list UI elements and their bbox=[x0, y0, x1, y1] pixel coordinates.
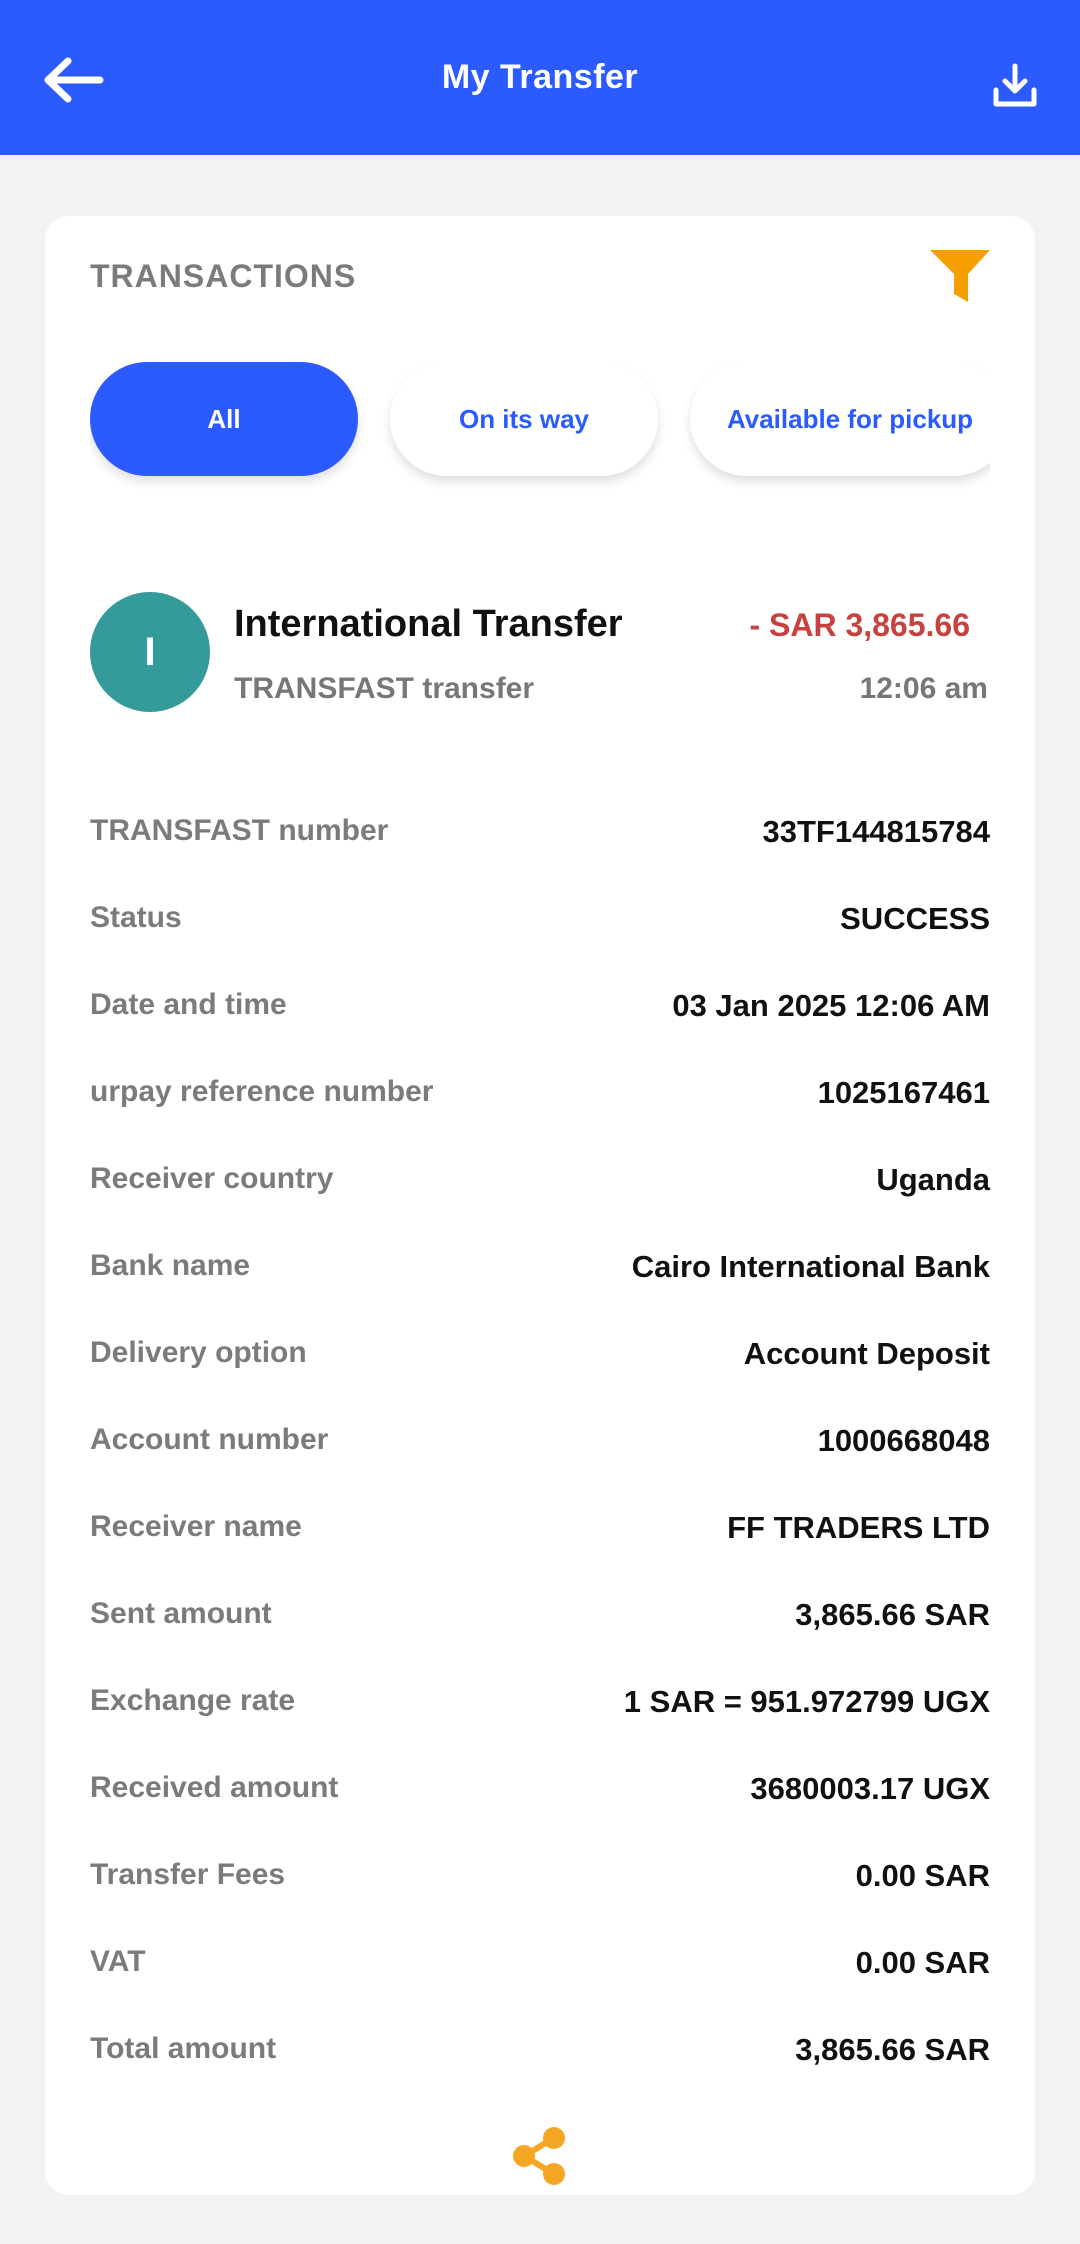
detail-value: 03 Jan 2025 12:06 AM bbox=[672, 988, 990, 1023]
detail-row bbox=[90, 1583, 990, 1670]
detail-row bbox=[90, 2018, 990, 2105]
detail-label: Bank name bbox=[90, 1249, 251, 1282]
detail-value: 33TF144815784 bbox=[762, 814, 990, 849]
filter-button[interactable] bbox=[928, 246, 992, 306]
detail-label: urpay reference number bbox=[90, 1075, 434, 1108]
detail-label: Transfer Fees bbox=[90, 1858, 286, 1891]
chip-available-for-pickup[interactable]: Available for pickup bbox=[690, 362, 990, 476]
detail-label: Account number bbox=[90, 1423, 329, 1456]
detail-row bbox=[90, 800, 990, 887]
app-header bbox=[0, 0, 1080, 155]
detail-label: Receiver name bbox=[90, 1510, 302, 1543]
detail-label: Delivery option bbox=[90, 1336, 307, 1369]
detail-value: Uganda bbox=[876, 1162, 990, 1197]
detail-value: 3,865.66 SAR bbox=[795, 2032, 990, 2067]
detail-value: SUCCESS bbox=[840, 901, 990, 936]
share-icon bbox=[510, 2126, 570, 2186]
detail-row bbox=[90, 974, 990, 1061]
detail-row bbox=[90, 887, 990, 974]
share-button[interactable] bbox=[510, 2126, 570, 2186]
detail-label: Status bbox=[90, 901, 182, 934]
detail-row bbox=[90, 1757, 990, 1844]
detail-label: Sent amount bbox=[90, 1597, 272, 1630]
detail-row bbox=[90, 1670, 990, 1757]
transaction-time: 12:06 am bbox=[859, 672, 988, 705]
detail-value: Cairo International Bank bbox=[631, 1249, 990, 1284]
section-label: TRANSACTIONS bbox=[90, 258, 357, 294]
detail-label: Exchange rate bbox=[90, 1684, 296, 1717]
page-title: My Transfer bbox=[441, 58, 639, 96]
detail-label: Received amount bbox=[90, 1771, 339, 1804]
detail-label: Date and time bbox=[90, 988, 287, 1021]
detail-label: Receiver country bbox=[90, 1162, 334, 1195]
filter-icon bbox=[928, 246, 992, 306]
detail-value: 1000668048 bbox=[817, 1423, 990, 1458]
detail-value: 1 SAR = 951.972799 UGX bbox=[623, 1684, 990, 1719]
download-icon bbox=[990, 60, 1040, 110]
transaction-subtitle: TRANSFAST transfer bbox=[234, 672, 535, 705]
chip-on-its-way[interactable]: On its way bbox=[390, 362, 658, 476]
avatar: I bbox=[90, 592, 210, 712]
detail-label: VAT bbox=[90, 1945, 146, 1978]
detail-value: 0.00 SAR bbox=[855, 1858, 990, 1893]
filter-chips bbox=[90, 362, 990, 502]
detail-value: 3,865.66 SAR bbox=[795, 1597, 990, 1632]
detail-label: TRANSFAST number bbox=[90, 814, 389, 847]
detail-value: 0.00 SAR bbox=[855, 1945, 990, 1980]
detail-row bbox=[90, 1322, 990, 1409]
detail-label: Total amount bbox=[90, 2032, 277, 2065]
detail-row bbox=[90, 1235, 990, 1322]
detail-value: Account Deposit bbox=[743, 1336, 990, 1371]
transaction-amount: - SAR 3,865.66 bbox=[749, 607, 970, 643]
detail-row bbox=[90, 1931, 990, 2018]
details-list bbox=[90, 800, 990, 2105]
detail-row bbox=[90, 1496, 990, 1583]
detail-row bbox=[90, 1061, 990, 1148]
detail-value: 3680003.17 UGX bbox=[750, 1771, 990, 1806]
download-button[interactable] bbox=[990, 60, 1040, 110]
transaction-title: International Transfer bbox=[234, 603, 623, 645]
detail-row bbox=[90, 1844, 990, 1931]
chip-all[interactable]: All bbox=[90, 362, 358, 476]
detail-value: FF TRADERS LTD bbox=[727, 1510, 990, 1545]
detail-value: 1025167461 bbox=[817, 1075, 990, 1110]
detail-row bbox=[90, 1409, 990, 1496]
detail-row bbox=[90, 1148, 990, 1235]
